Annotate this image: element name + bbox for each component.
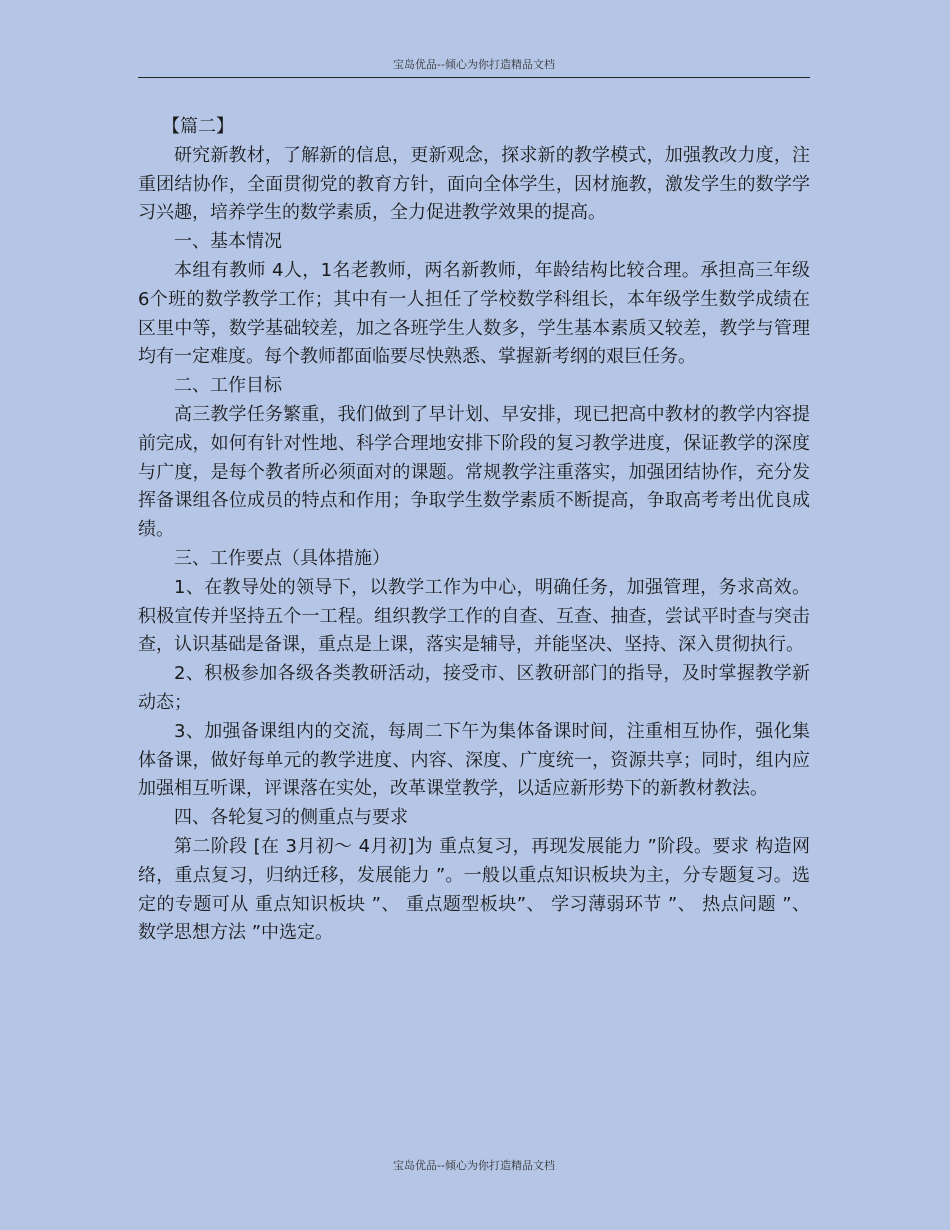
document-body — [138, 113, 810, 948]
paragraph-work-goals: 高三教学任务繁重，我们做到了早计划、早安排，现已把高中教材的教学内容提前完成，如何有针对性地、科学合理地安排下阶段的复习教学进度，保证教学的深度与广度，是每个教者所必须面对的课题。常规教学注重落实，加强团结协作，充分发挥备课组各位成员的特点和作用；争取学生数学素质不断提高，争取高考考出优良成绩。 — [138, 403, 810, 541]
paragraph-basic-situation: 本组有教师 4人，1名老教师，两名新教师，年龄结构比较合理。承担高三年级 6个班的数学教学工作；其中有一人担任了学校数学科组长，本年级学生数学成绩在区里中等，数学基础较差，加之各班学生人数多，学生基本素质又较差，教学与管理均有一定难度。每个教师都面临要尽快熟悉、掌握新考纲的艰巨任务。 — [138, 259, 810, 368]
header-divider — [138, 77, 810, 78]
heading-basic-situation: 一、基本情况 — [174, 231, 282, 253]
paragraph-point-2: 2、积极参加各级各类教研活动，接受市、区教研部门的指导，及时掌握教学新动态； — [138, 663, 810, 713]
section-label: 【篇二】 — [162, 116, 234, 137]
paragraph-second-stage: 第二阶段 [在 3月初～ 4月初]为 重点复习，再现发展能力 ”阶段。要求 构造网络，重点复习，归纳迁移，发展能力 ”。一般以重点知识板块为主，分专题复习。选定的专题可从 重点知识板块 ”、 重点题型板块”、 学习薄弱环节 ”、 热点问题 ”、 数学思想方法 ”中选定。 — [138, 835, 810, 944]
paragraph-point-1: 1、在教导处的领导下，以教学工作为中心，明确任务，加强管理，务求高效。积极宣传并坚持五个一工程。组织教学工作的自查、互查、抽查，尝试平时查与突击查，认识基础是备课，重点是上课，落实是辅导，并能坚决、坚持、深入贯彻执行。 — [138, 576, 810, 656]
paragraph-point-3: 3、加强备课组内的交流，每周二下午为集体备课时间，注重相互协作，强化集体备课，做好每单元的教学进度、内容、深度、广度统一，资源共享；同时，组内应加强相互听课，评课落在实处，改革课堂教学，以适应新形势下的新教材教法。 — [138, 720, 810, 800]
paragraph-intro: 研究新教材，了解新的信息，更新观念，探求新的教学模式，加强教改力度，注重团结协作，全面贯彻党的教育方针，面向全体学生，因材施教，激发学生的数学学习兴趣，培养学生的数学素质，全力促进教学效果的提高。 — [138, 144, 810, 224]
heading-review-focus: 四、各轮复习的侧重点与要求 — [174, 807, 408, 829]
heading-work-goals: 二、工作目标 — [174, 375, 282, 397]
heading-work-points: 三、工作要点（具体措施） — [174, 547, 390, 569]
page-header: 宝岛优品--倾心为你打造精品文档 — [393, 58, 555, 71]
page-footer: 宝岛优品--倾心为你打造精品文档 — [393, 1159, 555, 1172]
